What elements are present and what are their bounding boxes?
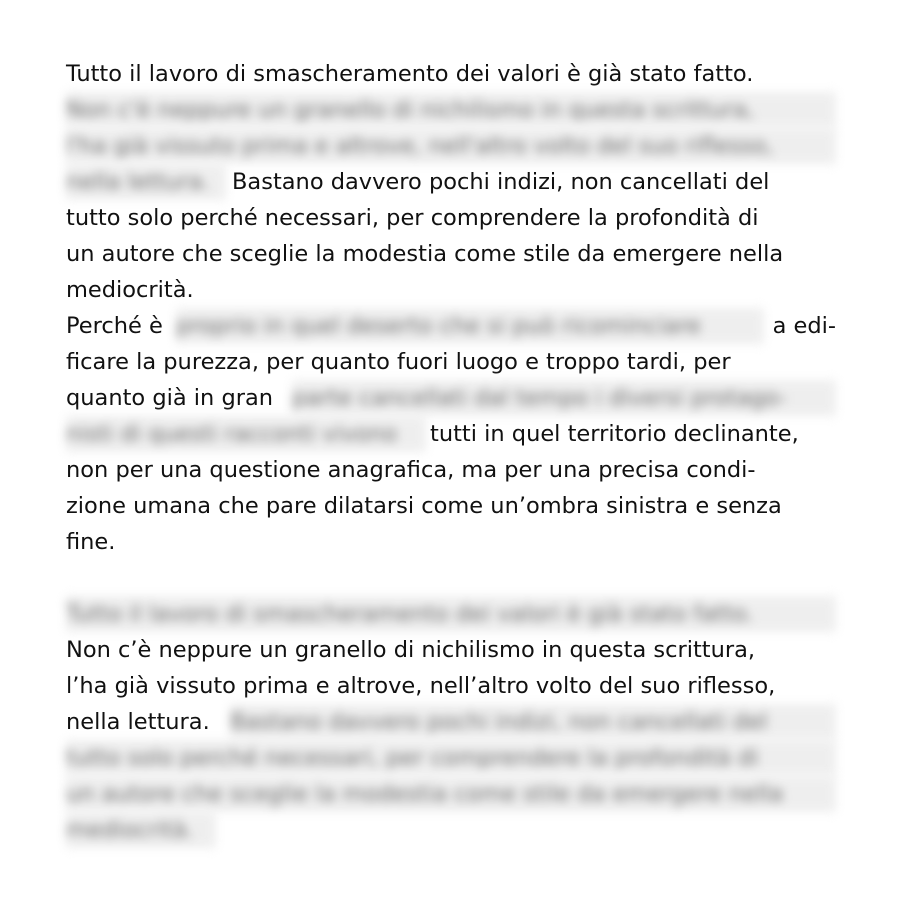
p1-line-4 bbox=[66, 164, 836, 200]
blurred-text: mediocrità. bbox=[66, 812, 216, 848]
p2-line-7 bbox=[66, 524, 836, 560]
text-line: un autore che sceglie la modestia come stile da emergere nella bbox=[66, 241, 784, 267]
text-segment: Bastano davvero pochi indizi, non cancellati del bbox=[232, 169, 770, 195]
blurred-text: nisti di questi racconti vivono bbox=[66, 416, 426, 452]
blurred-text: nella lettura. bbox=[66, 164, 226, 200]
text-line: tutto solo perché necessari, per comprendere la profondità di bbox=[66, 205, 759, 231]
text-line: Non c’è neppure un granello di nichilismo in questa scrittura, bbox=[66, 637, 756, 663]
p2-line-2 bbox=[66, 344, 836, 380]
blurred-text: tutto solo perché necessari, per comprendere la profondità di bbox=[66, 740, 836, 776]
p3-line-3 bbox=[66, 668, 836, 704]
blurred-text: parte cancellati dal tempo i diversi protago- bbox=[292, 380, 836, 416]
p1-line-2 bbox=[66, 92, 836, 128]
p1-line-3 bbox=[66, 128, 836, 164]
text-segment: nella lettura. bbox=[66, 709, 210, 735]
text-line: zione umana che pare dilatarsi come un’ombra sinistra e senza bbox=[66, 493, 782, 519]
p1-line-7 bbox=[66, 272, 836, 308]
blurred-text: proprio in quel deserto che si può ricominciare bbox=[176, 308, 764, 344]
text-line: non per una questione anagrafica, ma per una precisa condi- bbox=[66, 457, 756, 483]
p1-line-5 bbox=[66, 200, 836, 236]
text-line: mediocrità. bbox=[66, 277, 194, 303]
text-segment: Perché è bbox=[66, 313, 163, 339]
p3-line-5 bbox=[66, 740, 836, 776]
p3-line-6 bbox=[66, 776, 836, 812]
blurred-text: Non c'è neppure un granello di nichilismo in questa scrittura, bbox=[66, 92, 836, 128]
p2-line-5 bbox=[66, 452, 836, 488]
p3-line-1 bbox=[66, 596, 836, 632]
p1-line-1 bbox=[66, 56, 836, 92]
document-page bbox=[66, 56, 836, 848]
p2-line-3 bbox=[66, 380, 836, 416]
blurred-text: Tutto il lavoro di smascheramento dei valori è già stato fatto. bbox=[66, 596, 836, 632]
text-line: l’ha già vissuto prima e altrove, nell’altro volto del suo riflesso, bbox=[66, 673, 776, 699]
p3-line-4 bbox=[66, 704, 836, 740]
text-line: Tutto il lavoro di smascheramento dei valori è già stato fatto. bbox=[66, 61, 754, 87]
blurred-text: Bastano davvero pochi indizi, non cancellati del bbox=[230, 704, 836, 740]
text-segment: a edi- bbox=[772, 313, 836, 339]
blurred-text: un autore che sceglie la modestia come stile da emergere nella bbox=[66, 776, 836, 812]
text-line: ficare la purezza, per quanto fuori luogo e troppo tardi, per bbox=[66, 349, 731, 375]
text-segment: tutti in quel territorio declinante, bbox=[430, 421, 799, 447]
text-line: fine. bbox=[66, 529, 116, 555]
paragraph-gap bbox=[66, 560, 836, 596]
blurred-text: l'ha già vissuto prima e altrove, nell'altro volto del suo riflesso, bbox=[66, 128, 836, 164]
p2-line-1 bbox=[66, 308, 836, 344]
p3-line-7 bbox=[66, 812, 836, 848]
p2-line-4 bbox=[66, 416, 836, 452]
text-segment: quanto già in gran bbox=[66, 385, 274, 411]
p2-line-6 bbox=[66, 488, 836, 524]
p3-line-2 bbox=[66, 632, 836, 668]
p1-line-6 bbox=[66, 236, 836, 272]
